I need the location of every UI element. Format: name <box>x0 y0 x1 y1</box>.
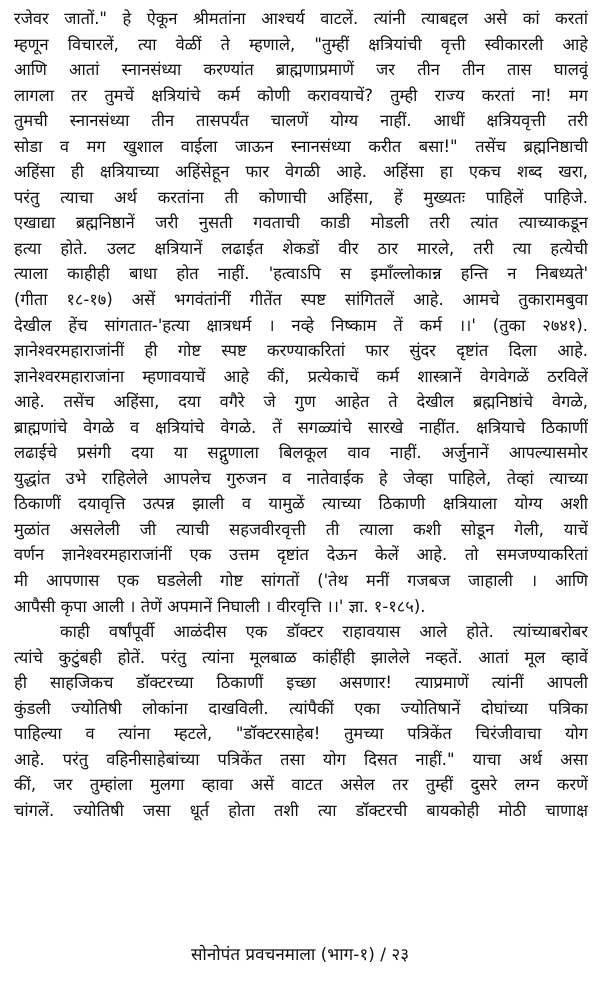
text-line: कुंडली ज्योतिषी लोकांना दाखविली. त्यांपैकीं एका ज्योतिषानें दोघांच्या पत्रिका <box>14 698 588 718</box>
text-line: आहे. तसेंच अहिंसा, दया वगैरे जे गुण आहेत ते देखील ब्रह्मनिष्ठांचे वेगळे, <box>14 392 588 412</box>
text-line: आहे. परंतु वहिनीसाहेबांच्या पत्रिकेंत तसा योग दिसत नाहीं." याचा अर्थ असा <box>14 749 588 769</box>
text-line: चांगलें. ज्योतिषी जसा धूर्त होता तशी त्या डॉक्टरची बायकोही मोठी चाणाक्ष <box>14 800 588 820</box>
text-line: एखाद्या ब्रह्मनिष्ठानें जरी नुसती गवताची काडी मोडली तरी त्यांत त्याच्याकडून <box>14 213 588 233</box>
text-line: अहिंसा ही क्षत्रियाच्या अहिंसेहून फार वेगळी आहे. अहिंसा हा एकच शब्द खरा, <box>14 162 588 182</box>
text-line: आणि आतां स्नानसंध्या करण्यांत ब्राह्मणाप्रमाणें जर तीन तीन तास घालवूं <box>14 60 588 80</box>
paragraph-last-line: आपैसी कृपा आली । तेणें अपमानें निघाली । वीरवृत्ति ।।' ज्ञा. १-१८५). <box>14 596 426 616</box>
text-line: वर्णन ज्ञानेश्वरमहाराजांनीं एक उत्तम दृष्टांत देऊन केलें आहे. तो समजण्याकरितां <box>14 545 588 565</box>
text-line: रजेवर जातों." हे ऐकून श्रीमतांना आश्चर्य वाटलें. त्यांनी त्याबद्दल असे कां करतां <box>14 9 588 28</box>
text-line: तुमची स्नानसंध्या तीन तासपर्यंत चालणें योग्य नाहीं. आधीं क्षत्रियवृत्ती तरी <box>14 111 588 131</box>
text-line: मुळांत असलेली जी त्याची सहजवीरवृत्ती ती त्याला कशी सोडून गेली, याचें <box>14 519 588 539</box>
text-line: ही साहजिकच डॉक्टरच्या ठिकाणीं इच्छा असणार! त्याप्रमाणें त्यांनीं आपली <box>14 673 588 693</box>
text-line: त्याला काहीही बाधा होत नाहीं. 'हत्वाऽपि स इमाँल्लोकान्न हन्ति न निबध्यते' <box>14 264 588 284</box>
page-body <box>14 6 588 824</box>
text-line: ब्राह्मणांचे वेगळे व क्षत्रियांचे वेगळे. तें सगळ्यांचे सारखे नाहींत. क्षत्रियाचे ठिकाणीं <box>14 417 588 437</box>
text-line: ज्ञानेश्वरमहाराजांनीं ही गोष्ट स्पष्ट करण्याकरितां फार सुंदर दृष्टांत दिला आहे. <box>14 341 588 361</box>
text-line: देखील हेंच सांगतात-'हत्या क्षात्रधर्म । नव्हे निष्काम तें कर्म ।।' (तुका २७४१). <box>14 315 588 335</box>
text-line: कीं, जर तुम्हांला मुलगा व्हावा असें वाटत असेल तर तुम्हीं दुसरे लग्न करणें <box>14 775 588 795</box>
text-line: ज्ञानेश्वरमहाराजांना म्हणावयाचें आहे कीं, प्रत्येकाचें कर्म शास्त्रानें वेगवेगळें ठरविलें <box>14 366 588 386</box>
text-line: परंतु त्याचा अर्थ करतांना ती कोणाची अहिंसा, हें मुख्यतः पाहिलें पाहिजे. <box>14 187 588 207</box>
text-line: त्यांचे कुटुंबही होतें. परंतु त्यांना मूलबाळ कांहींही झालेले नव्हतें. आतां मूल व्हावें <box>14 647 588 667</box>
paragraph-first-line: काही वर्षांपूर्वी आळंदीस एक डॉक्टर राहावयास आले होते. त्यांच्याबरोबर <box>60 622 588 642</box>
text-line: म्हणून विचारलें, त्या वेळीं ते म्हणाले, "तुम्हीं क्षत्रियांची वृत्ती स्वीकारली आहे <box>14 34 588 54</box>
text-line: मी आपणास एक घडलेली गोष्ट सांगतों ('तेथ मनीं गजबज जाहाली । आणि <box>14 571 588 591</box>
text-line: हत्या होते. उलट क्षत्रियानें लढाईत शेकडों वीर ठार मारले, तरी त्या हत्येची <box>14 238 588 258</box>
text-line: लागला तर तुमचें क्षत्रियांचे कर्म कोणी करावयाचें? तुम्ही राज्य करतां ना! मग <box>14 85 588 105</box>
text-line: पाहिल्या व त्यांना म्हटले, "डॉक्टरसाहेब! तुमच्या पत्रिकेंत चिरंजीवाचा योग <box>14 724 588 744</box>
text-line: ठिकाणीं दयावृत्ति उत्पन्न झाली व यामुळें त्याच्या ठिकाणी क्षत्रियाला योग्य अशी <box>14 494 588 514</box>
text-line: सोडा व मग खुशाल वाईला जाऊन स्नानसंध्या करीत बसा!" तसेंच ब्रह्मनिष्ठाची <box>14 136 588 156</box>
text-line: (गीता १८-१७) असें भगवंतांनीं गीतेंत स्पष्ट सांगितलें आहे. आमचे तुकारामबुवा <box>14 290 588 310</box>
text-line: लढाईचे प्रसंगी दया या सद्गुणाला बिलकूल वाव नाहीं. अर्जुनानें आपल्यासमोर <box>14 443 588 463</box>
text-line: युद्धांत उभे राहिलेले आपलेच गुरुजन व नातेवाईक हे जेव्हा पाहिले, तेव्हां त्याच्या <box>14 468 588 488</box>
page-footer: सोनोपंत प्रवचनमाला (भाग-१) / २३ <box>190 945 410 965</box>
